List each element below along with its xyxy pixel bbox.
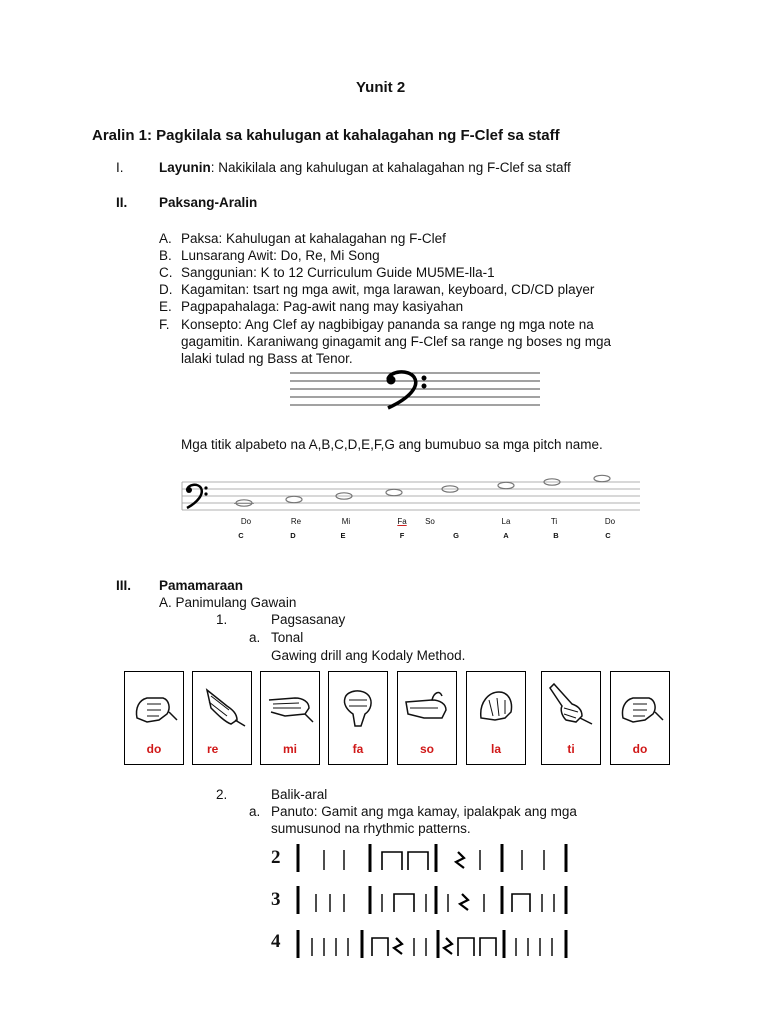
f-clef-icon (387, 372, 427, 408)
section-1-label: Layunin (159, 160, 211, 175)
f-clef-staff-image (290, 368, 540, 412)
note-letter: F (399, 531, 405, 540)
hand-sign-card (328, 671, 388, 765)
note-letter: C (605, 531, 611, 540)
note-letter: C (238, 531, 244, 540)
note-letter: B (553, 531, 559, 540)
hand-flat-down-icon (197, 678, 247, 740)
hand-sign-card (124, 671, 184, 765)
hand-sign-label: do (632, 742, 648, 756)
note-syllable: Re (290, 517, 302, 526)
hand-sign-card (397, 671, 457, 765)
hand-sign-card (192, 671, 252, 765)
hand-sign-card (610, 671, 670, 765)
step-2a-letter: a. (249, 804, 261, 819)
rhythm-patterns-image (290, 840, 580, 970)
note-syllable: Do (240, 517, 252, 526)
step-1-label: Pagsasanay (271, 612, 346, 627)
step-1a-label: Tonal (271, 630, 304, 645)
hand-sign-card (260, 671, 320, 765)
hand-flat-horizontal-icon (265, 678, 315, 740)
section-2-number: II. (116, 195, 128, 210)
hand-pointing-up-icon (546, 678, 596, 740)
hand-sign-label: do (146, 742, 162, 756)
note-syllable: So (425, 517, 435, 526)
list-item-letter: B. (159, 248, 172, 263)
quarter-rest-icon (460, 894, 468, 910)
hand-thumb-down-icon (333, 678, 383, 740)
hand-sign-card (466, 671, 526, 765)
note-letter: E (340, 531, 346, 540)
hand-fist-icon (129, 678, 179, 740)
note-syllable: Fa (397, 517, 407, 526)
step-1-number: 1. (216, 612, 228, 627)
hand-sign-label: fa (352, 742, 364, 756)
step-2-label: Balik-aral (271, 787, 328, 802)
step-1a-description: Gawing drill ang Kodaly Method. (271, 648, 466, 663)
quarter-rest-icon (444, 938, 452, 954)
note-letter: G (453, 531, 459, 540)
note-syllable: Do (604, 517, 616, 526)
whole-note (386, 489, 402, 495)
unit-title: Yunit 2 (356, 79, 406, 96)
quarter-rest-icon (394, 938, 402, 954)
note-letter: A (503, 531, 509, 540)
section-3-subheading: A. Panimulang Gawain (159, 595, 297, 610)
pitch-names-staff-image (180, 474, 642, 514)
whole-note (498, 482, 514, 488)
step-2a-line-1: Panuto: Gamit ang mga kamay, ipalakpak ang mga (271, 804, 577, 819)
list-item: Paksa: Kahulugan at kahalagahan ng F-Clef (181, 231, 446, 246)
list-item-letter: F. (159, 317, 170, 332)
list-item-letter: D. (159, 282, 173, 297)
hand-sign-label: ti (567, 742, 575, 756)
note-letter: D (290, 531, 296, 540)
list-item: Pagpapahalaga: Pag-awit nang may kasiyahan (181, 299, 464, 314)
hand-palm-side-icon (402, 678, 452, 740)
quarter-rest-icon (456, 852, 464, 868)
hand-sign-label: re (207, 742, 219, 756)
note-syllable: Mi (341, 517, 351, 526)
section-2-label: Paksang-Aralin (159, 195, 258, 210)
list-item-letter: A. (159, 231, 172, 246)
meter-label: 3 (271, 889, 281, 910)
whole-note (594, 475, 610, 481)
lesson-title: Aralin 1: Pagkilala sa kahulugan at kahalagahan ng F-Clef sa staff (92, 127, 560, 144)
hand-fist-icon (615, 678, 665, 740)
list-item-continued: gagamitin. Karaniwang ginagamit ang F-Clef sa range ng boses ng mga (181, 334, 612, 349)
whole-note (286, 496, 302, 502)
note-syllable: La (501, 517, 511, 526)
list-item-letter: E. (159, 299, 172, 314)
note-syllable: Ti (550, 517, 558, 526)
list-item-continued: lalaki tulad ng Bass at Tenor. (181, 351, 353, 366)
list-item: Lunsarang Awit: Do, Re, Mi Song (181, 248, 380, 263)
hand-sign-label: so (419, 742, 434, 756)
meter-label: 4 (271, 931, 281, 952)
section-1-number: I. (116, 160, 124, 175)
section-1-text: : Nakikilala ang kahulugan at kahalagahan ng F-Clef sa staff (210, 160, 571, 175)
hand-sign-label: la (490, 742, 501, 756)
meter-label: 2 (271, 847, 281, 868)
list-item: Kagamitan: tsart ng mga awit, mga larawan, keyboard, CD/CD player (181, 282, 595, 297)
step-1a-letter: a. (249, 630, 261, 645)
list-item: Sanggunian: K to 12 Curriculum Guide MU5ME-lla-1 (181, 265, 495, 280)
section-3-number: III. (116, 578, 132, 593)
hand-sign-card (541, 671, 601, 765)
section-3-label: Pamamaraan (159, 578, 244, 593)
pitch-name-sentence: Mga titik alpabeto na A,B,C,D,E,F,G ang bumubuo sa mga pitch name. (181, 437, 603, 452)
step-2a-line-2: sumusunod na rhythmic patterns. (271, 821, 471, 836)
list-item-letter: C. (159, 265, 173, 280)
section-1-objective (159, 159, 571, 176)
step-2-number: 2. (216, 787, 228, 802)
hand-arch-icon (471, 678, 521, 740)
list-item: Konsepto: Ang Clef ay nagbibigay pananda sa range ng mga note na (181, 317, 594, 332)
hand-sign-label: mi (282, 742, 297, 756)
